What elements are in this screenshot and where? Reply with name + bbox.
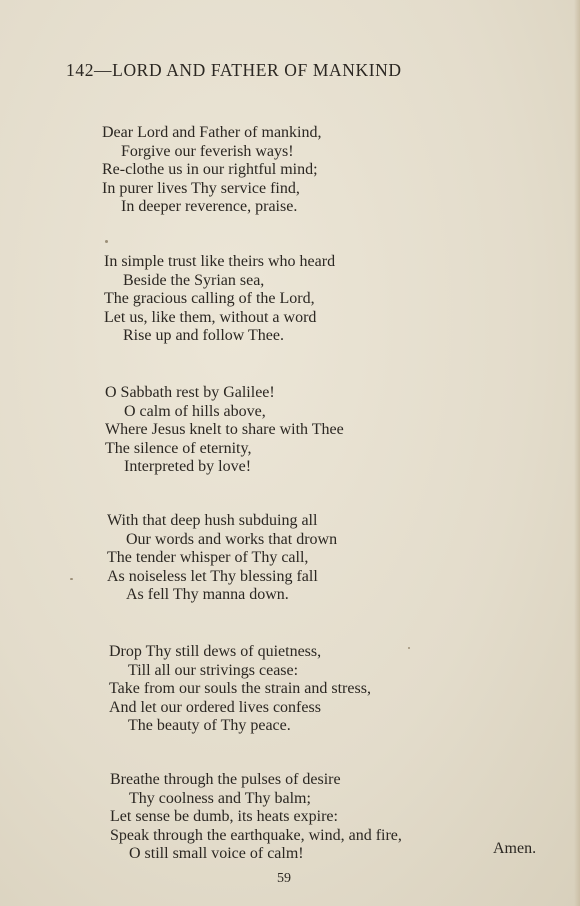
stanza-line: Speak through the earthquake, wind, and fire, [110,826,402,844]
stanza-line: Interpreted by love! [124,458,252,476]
stanza-line: Rise up and follow Thee. [123,327,285,345]
stanza-line: As noiseless let Thy blessing fall [107,567,318,585]
stanza-line: In deeper reverence, praise. [121,198,298,216]
stanza-line: Let us, like them, without a word [104,308,317,326]
stanza-line: Breathe through the pulses of desire [110,771,341,788]
stanza-line: Dear Lord and Father of mankind, [102,124,322,141]
stanza-line: As fell Thy manna down. [126,586,289,604]
paper-speck [70,578,73,580]
stanza-line: O Sabbath rest by Galilee! [105,384,275,401]
stanza-line: The gracious calling of the Lord, [104,290,315,308]
hymn-title: 142—LORD AND FATHER OF MANKIND [66,60,402,80]
stanza-line: Forgive our feverish ways! [121,142,294,160]
stanza-4 [107,512,337,605]
stanza-line: Till all our strivings cease: [128,661,299,679]
stanza-3 [105,384,344,477]
stanza-line: Take from our souls the strain and stress, [109,680,371,698]
stanza-line: Where Jesus knelt to share with Thee [105,421,344,439]
stanza-1 [102,124,321,217]
stanza-6 [110,771,402,864]
amen-text: Amen. [493,840,537,857]
stanza-line: Let sense be dumb, its heats expire: [110,808,338,826]
stanza-line: Re-clothe us in our rightful mind; [102,161,318,179]
stanza-line: O still small voice of calm! [129,845,304,863]
stanza-line: In purer lives Thy service find, [102,179,300,197]
stanza-line: And let our ordered lives confess [109,698,321,716]
stanza-line: Our words and works that drown [126,530,338,548]
stanza-line: With that deep hush subduing all [107,512,318,529]
stanza-line: Drop Thy still dews of quietness, [109,643,322,660]
paper-speck [408,647,410,649]
page-edge-shadow [574,0,580,906]
stanza-line: Thy coolness and Thy balm; [129,789,311,807]
stanza-line: O calm of hills above, [124,402,266,420]
stanza-line: In simple trust like theirs who heard [104,253,336,270]
paper-speck [105,240,108,243]
stanza-5 [109,643,371,736]
stanza-line: The beauty of Thy peace. [128,717,291,735]
page-number: 59 [277,871,291,886]
stanza-2 [104,253,335,346]
stanza-line: The silence of eternity, [105,439,252,457]
stanza-line: Beside the Syrian sea, [123,271,265,289]
stanza-line: The tender whisper of Thy call, [107,549,309,567]
